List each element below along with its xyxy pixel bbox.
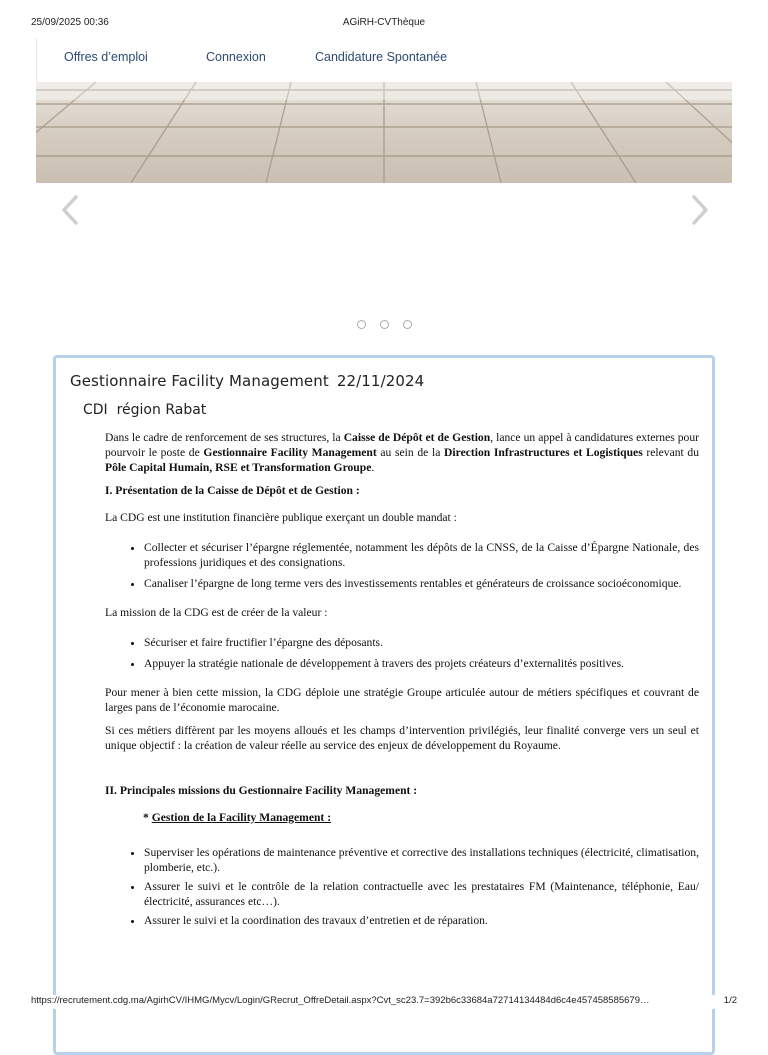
strategy-paragraph: Pour mener à bien cette mission, la CDG déploie une stratégie Groupe articulée autour de métiers spécifiques et couvrant de larges pans de l’économie marocaine.: [105, 686, 699, 714]
section-heading-presentation: I. Présentation de la Caisse de Dépôt et de Gestion :: [105, 484, 360, 497]
offer-description: [105, 430, 699, 928]
nav-connexion[interactable]: Connexion: [206, 50, 266, 64]
objective-paragraph: Si ces métiers diffèrent par les moyens alloués et les champs d’intervention privilégiés, leur finalité converge vers un seul et unique objectif : la création de valeur réelle au service des enjeux de développement du Royaume.: [105, 724, 699, 752]
print-date: 25/09/2025 00:36: [31, 17, 109, 28]
list-item: • Assurer le suivi et la coordination des travaux d’entretien et de réparation.: [144, 913, 699, 928]
offer-region: région Rabat: [116, 402, 207, 418]
list-item: • Appuyer la stratégie nationale de développement à travers des projets créateurs d’externalités positives.: [144, 656, 699, 671]
print-footer: [0, 995, 768, 1009]
list-item: • Canaliser l’épargne de long terme vers des investissements rentables et générateurs de croissance socioéconomique.: [144, 576, 699, 591]
nav-candidature-spontanee[interactable]: Candidature Spontanée: [315, 50, 448, 64]
print-page-number: 1/2: [723, 995, 737, 1006]
list-item: • Superviser les opérations de maintenance préventive et corrective des installations techniques (électricité, climatisation, plomberie, etc.).: [144, 845, 699, 875]
list-item: • Assurer le suivi et le contrôle de la relation contractuelle avec les prestataires FM (Maintenance, téléphonie, Eau/électricité, assurances etc…).: [144, 879, 699, 909]
carousel-prev-button[interactable]: [56, 190, 86, 230]
list-item: • Collecter et sécuriser l’épargne réglementée, notamment les dépôts de la CNSS, de la Caisse d’Épargne Nationale, des professions juridiques et des consignations.: [144, 540, 699, 570]
carousel-dot-3[interactable]: [403, 320, 412, 329]
chevron-right-icon: [684, 190, 714, 230]
offer-contract-type: CDI: [83, 402, 108, 418]
mission-list: [105, 635, 699, 671]
carousel-next-button[interactable]: [684, 190, 714, 230]
nav-offres-emploi[interactable]: Offres d’emploi: [64, 50, 148, 64]
tiled-floor-image: [36, 82, 732, 183]
job-offer-panel: [53, 355, 715, 1055]
carousel-indicators: [0, 316, 768, 334]
banner-image: [36, 82, 732, 183]
mandate-list: [105, 540, 699, 591]
offer-title-text: Gestionnaire Facility Management: [70, 372, 329, 390]
carousel-dot-2[interactable]: [380, 320, 389, 329]
section-heading-missions: II. Principales missions du Gestionnaire Facility Management :: [105, 784, 418, 797]
offer-title: [70, 372, 424, 390]
fm-missions-list: [105, 845, 699, 928]
list-item: • Sécuriser et faire fructifier l’épargne des déposants.: [144, 635, 699, 650]
cdg-intro-text: La CDG est une institution financière publique exerçant un double mandat :: [105, 511, 457, 524]
mission-intro-text: La mission de la CDG est de créer de la valeur :: [105, 606, 328, 619]
top-navbar: [36, 38, 733, 82]
subsection-heading-fm: * Gestion de la Facility Management :: [143, 811, 332, 824]
print-header: [0, 15, 768, 31]
chevron-left-icon: [56, 190, 86, 230]
print-url: https://recrutement.cdg.ma/AgirhCV/IHMG/Mycv/Login/GRecrut_OffreDetail.aspx?Cvt_sc23.7=392b6c33684a72714134484d6c4e457458585679…: [31, 995, 650, 1006]
offer-date: 22/11/2024: [336, 372, 425, 390]
intro-paragraph: Dans le cadre de renforcement de ses structures, la Caisse de Dépôt et de Gestion, lance un appel à candidatures externes pour pourvoir le poste de Gestionnaire Facility Management au sein de la Direction Infrastructures et Logistiques relevant du Pôle Capital Humain, RSE et Transformation Groupe.: [105, 431, 700, 474]
carousel-dot-1[interactable]: [357, 320, 366, 329]
print-title: AGiRH-CVThèque: [342, 17, 426, 28]
offer-subtitle: [83, 402, 206, 418]
